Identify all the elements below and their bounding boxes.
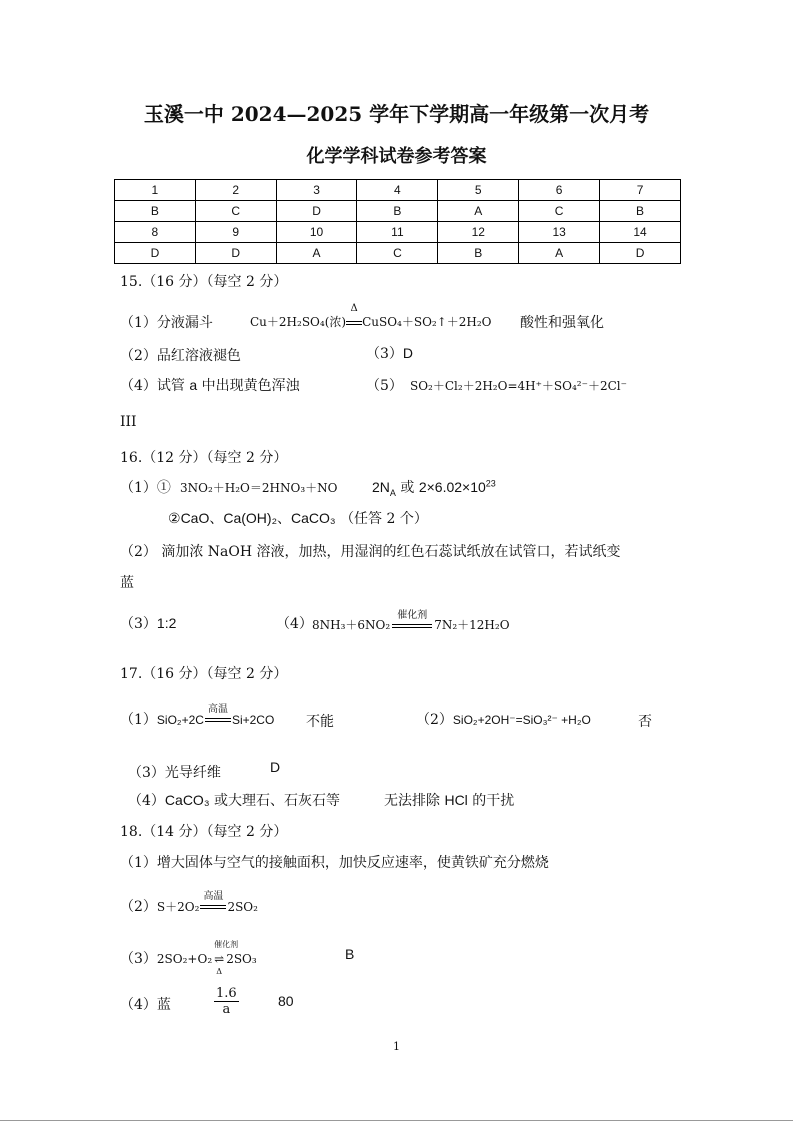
na-symbol: 2N — [372, 479, 390, 495]
q18-line4-answer: 80 — [278, 993, 294, 1009]
q17-line4-ans1: 无法排除 — [384, 793, 445, 809]
q17-line1-answer: 不能 — [306, 714, 334, 730]
q15-line1-equation — [250, 303, 492, 330]
denominator: a — [222, 1002, 231, 1017]
or-word: 或 — [395, 480, 419, 496]
table-row — [115, 222, 681, 243]
q15-line4-rest: 中出现黄色浑浊 — [197, 378, 300, 394]
q16-line1-label: （1）① — [120, 480, 171, 496]
high-temp-condition — [200, 891, 226, 915]
answer-table — [114, 179, 681, 264]
q15-line2: （2）品红溶液褪色 — [120, 348, 241, 364]
q16-line1-equation: 3NO₂＋H₂O＝2HNO₃＋NO — [180, 481, 338, 495]
hcl: HCl — [444, 792, 468, 808]
q18-line3-answer: B — [345, 946, 355, 962]
q16-line3-label: （3） — [120, 616, 157, 632]
equation-left: S＋2O₂ — [156, 900, 200, 914]
equals-line — [205, 718, 231, 722]
q16-line4-label: （4） — [276, 616, 313, 632]
caco3: CaCO₃ — [164, 792, 210, 808]
q16-line1b-note: （任答 2 个） — [340, 511, 428, 527]
page-title: 玉溪一中 2024—2025 学年下学期高一年级第一次月考 — [143, 102, 650, 126]
q18-line4-label: （4）蓝 — [120, 997, 171, 1013]
catalyst-condition — [392, 610, 432, 632]
q16-line1b — [168, 508, 428, 528]
q17-line2-label: （2） — [416, 712, 453, 728]
table-cell: C — [357, 243, 438, 264]
heat-condition — [346, 303, 362, 329]
table-cell: 7 — [600, 180, 681, 201]
q17-line4-ans2: 的干扰 — [467, 793, 515, 809]
q16-line2: （2） 滴加浓 NaOH 溶液，加热，用湿润的红色石蕊试纸放在试管口，若试纸变 — [120, 544, 621, 560]
table-cell: 2 — [195, 180, 276, 201]
avogadro-number: 2×6.02×10 — [418, 479, 486, 495]
table-cell: D — [600, 243, 681, 264]
equation-left: 2SO₂+O₂ — [156, 952, 213, 966]
stray-text: III — [120, 414, 137, 430]
equals-line — [200, 905, 226, 909]
table-row — [115, 201, 681, 222]
q17-line4-answer — [384, 790, 514, 810]
q18-line2-label: （2） — [120, 899, 157, 915]
high-temp-label: 高温 — [203, 891, 224, 902]
equals-line — [346, 321, 362, 325]
q18-line2 — [120, 891, 258, 916]
q16-line2-cont: 蓝 — [120, 575, 134, 591]
q18-line1: （1）增大固体与空气的接触面积，加快反应速率，使黄铁矿充分燃烧 — [120, 855, 549, 871]
equation-right: CuSO₄＋SO₂↑＋2H₂O — [362, 315, 492, 329]
table-row — [115, 180, 681, 201]
table-cell: 11 — [357, 222, 438, 243]
q16-line3-answer: 1:2 — [156, 615, 177, 631]
equation-right: 2SO₂ — [227, 900, 258, 914]
q15-line4-a: a — [189, 377, 198, 393]
table-cell: 6 — [519, 180, 600, 201]
table-cell: 5 — [438, 180, 519, 201]
equation-left: 8NH₃＋6NO₂ — [312, 618, 391, 632]
q17-line2-equation: SiO₂+2OH⁻=SiO₃²⁻ +H₂O — [452, 713, 591, 727]
equation-right: 2SO₃ — [226, 952, 257, 966]
table-cell: 9 — [195, 222, 276, 243]
table-cell: 12 — [438, 222, 519, 243]
equation-right: Si+2CO — [231, 713, 275, 727]
q18-header: 18.（14 分）（每空 2 分） — [120, 824, 288, 840]
q15-line1-answer: 酸性和强氧化 — [520, 315, 604, 331]
q17-line2-answer: 否 — [638, 714, 652, 730]
na-subscript: A — [389, 487, 396, 498]
q17-line4 — [128, 790, 340, 810]
q15-line5-equation: SO₂＋Cl₂＋2H₂O=4H⁺＋SO₄²⁻＋2Cl⁻ — [410, 379, 627, 393]
high-temp-label: 高温 — [207, 704, 228, 715]
fraction-body — [214, 986, 239, 1017]
page-bottom-border — [0, 1120, 793, 1121]
table-cell: 4 — [357, 180, 438, 201]
q15-line5-label: （5） — [366, 378, 403, 394]
table-cell: 3 — [276, 180, 357, 201]
q15-line3-answer: D — [402, 345, 414, 361]
table-cell: C — [195, 201, 276, 222]
table-cell: D — [195, 243, 276, 264]
reversible-arrow: ⇌ — [214, 952, 225, 966]
q17-line4-rest: 或大理石、石灰石等 — [209, 793, 340, 809]
page-number: 1 — [393, 1040, 400, 1053]
table-cell: B — [438, 243, 519, 264]
q17-line3-label: （3）光导纤维 — [128, 765, 221, 781]
table-cell: A — [276, 243, 357, 264]
equation-left: SiO₂+2C — [156, 713, 204, 727]
fraction — [214, 986, 239, 1017]
table-cell: 13 — [519, 222, 600, 243]
equation-right: 7N₂＋12H₂O — [434, 618, 510, 632]
catalyst-label: 催化剂 — [397, 610, 428, 621]
table-cell: B — [600, 201, 681, 222]
table-cell: A — [438, 201, 519, 222]
equation-left: Cu＋2H₂SO₄(浓) — [250, 315, 347, 329]
q15-header: 15.（16 分）（每空 2 分） — [120, 274, 288, 290]
table-row — [115, 243, 681, 264]
q17-line1-label: （1） — [120, 712, 157, 728]
table-cell: B — [115, 201, 196, 222]
q16-line1b-answer: CaO、Ca(OH)₂、CaCO₃ — [180, 510, 336, 526]
catalyst-condition — [214, 940, 239, 976]
q15-line4-label: （4）试管 — [120, 378, 190, 394]
delta-symbol: Δ — [350, 303, 358, 314]
catalyst-label: 催化剂 — [214, 940, 239, 949]
q16-line4-equation — [312, 610, 510, 633]
avogadro-exponent: 23 — [485, 478, 496, 489]
table-cell: 10 — [276, 222, 357, 243]
page-subtitle: 化学学科试卷参考答案 — [306, 146, 487, 167]
q15-line3 — [366, 343, 413, 363]
circled-two: ② — [168, 511, 181, 527]
q16-line3 — [120, 613, 176, 633]
q16-header: 16.（12 分）（每空 2 分） — [120, 450, 288, 466]
q15-line1-label: （1）分液漏斗 — [120, 315, 213, 331]
table-cell: B — [357, 201, 438, 222]
table-cell: C — [519, 201, 600, 222]
numerator: 1.6 — [216, 986, 237, 1001]
q15-line4 — [120, 375, 300, 395]
equals-line — [392, 624, 432, 628]
q17-header: 17.（16 分）（每空 2 分） — [120, 666, 288, 682]
q17-line4-label: （4） — [128, 793, 165, 809]
q18-line3-label: （3） — [120, 951, 157, 967]
table-cell: D — [276, 201, 357, 222]
q16-line1-answer — [372, 477, 496, 498]
q17-line2 — [416, 709, 591, 729]
table-cell: 1 — [115, 180, 196, 201]
table-cell: D — [115, 243, 196, 264]
q15-line3-label: （3） — [366, 346, 403, 362]
table-cell: A — [519, 243, 600, 264]
table-cell: 8 — [115, 222, 196, 243]
heat-label: Δ — [216, 967, 223, 976]
high-temp-condition — [205, 704, 231, 728]
q18-line3 — [120, 940, 257, 976]
q17-line3-answer: D — [270, 759, 281, 775]
table-cell: 14 — [600, 222, 681, 243]
q17-line1 — [120, 704, 275, 729]
